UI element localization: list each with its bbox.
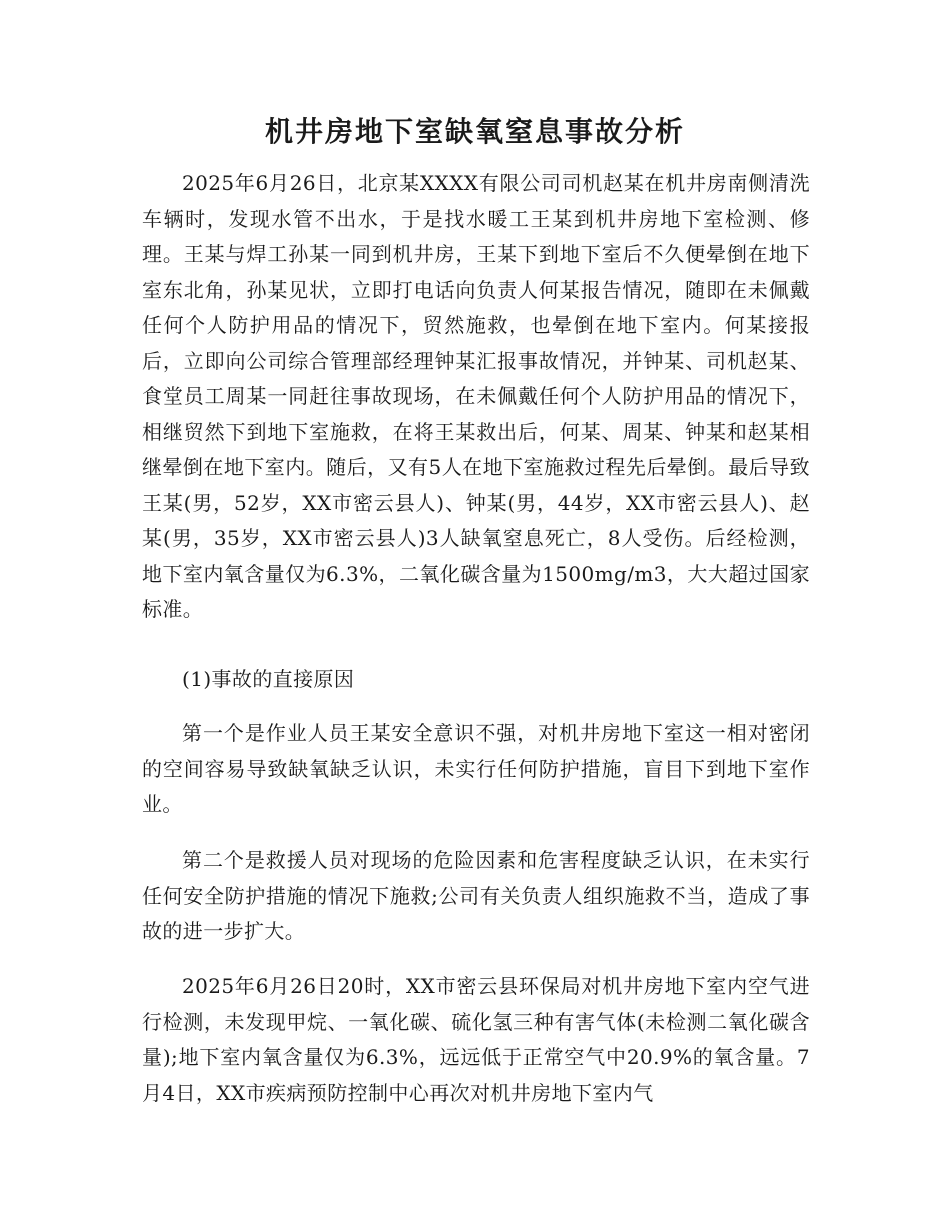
paragraph-cause-one: 第一个是作业人员王某安全意识不强，对机井房地下室这一相对密闭的空间容易导致缺氧缺乏认识，未实行任何防护措施，盲目下到地下室作业。 xyxy=(142,721,810,816)
paragraph-cause-two: 第二个是救援人员对现场的危险因素和危害程度缺乏认识，在未实行任何安全防护措施的情况下施救;公司有关负责人组织施救不当，造成了事故的进一步扩大。 xyxy=(142,848,810,943)
section-heading-direct-cause: (1)事故的直接原因 xyxy=(182,667,355,691)
paragraph-incident-description: 2025年6月26日，北京某XXXX有限公司司机赵某在机井房南侧清洗车辆时，发现水管不出水，于是找水暖工王某到机井房地下室检测、修理。王某与焊工孙某一同到机井房，王某下到地下室后不久便晕倒在地下室东北角，孙某见状，立即打电话向负责人何某报告情况，随即在未佩戴任何个人防护用品的情况下，贸然施救，也晕倒在地下室内。何某接报后，立即向公司综合管理部经理钟某汇报事故情况，并钟某、司机赵某、食堂员工周某一同赶往事故现场，在未佩戴任何个人防护用品的情况下，相继贸然下到地下室施救，在将王某救出后，何某、周某、钟某和赵某相继晕倒在地下室内。随后，又有5人在地下室施救过程先后晕倒。最后导致王某(男，52岁，XX市密云县人)、钟某(男，44岁，XX市密云县人)、赵某(男，35岁，XX市密云县人)3人缺氧窒息死亡，8人受伤。后经检测，地下室内氧含量仅为6.3%，二氧化碳含量为1500mg/m3，大大超过国家标准。 xyxy=(142,171,810,621)
paragraph-air-testing: 2025年6月26日20时，XX市密云县环保局对机井房地下室内空气进行检测，未发现甲烷、一氧化碳、硫化氢三种有害气体(未检测二氧化碳含量);地下室内氧含量仅为6.3%，远远低于正常空气中20.9%的氧含量。7月4日，XX市疾病预防控制中心再次对机井房地下室内气 xyxy=(142,974,810,1105)
document-title: 机井房地下室缺氧窒息事故分析 xyxy=(264,115,685,148)
